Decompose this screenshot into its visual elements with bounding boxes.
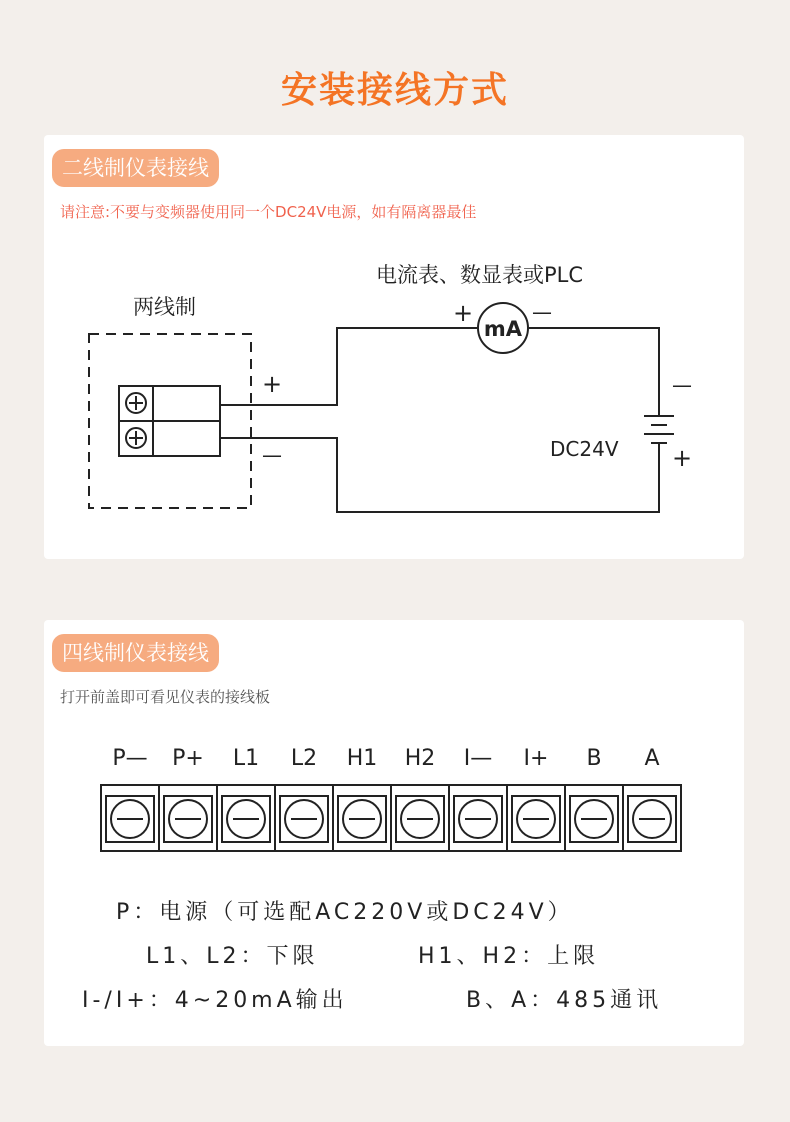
legend-rs485: B、A：485通讯 <box>466 988 663 1013</box>
terminal-label: I— <box>463 746 493 771</box>
meter-minus-label: — <box>532 300 552 324</box>
legend-current-output: I-/I+：4~20mA输出 <box>82 988 348 1013</box>
terminal-minus-label: — <box>262 443 282 467</box>
terminal-label: P+ <box>172 746 204 771</box>
wiring-loop <box>220 328 659 512</box>
supply-plus-label: + <box>671 444 693 472</box>
terminal-label: H1 <box>346 746 378 771</box>
two-wire-header: 二线制仪表接线 <box>52 149 219 187</box>
four-wire-card <box>44 620 744 1046</box>
terminal-label: I+ <box>523 746 549 771</box>
ammeter-symbol: mA <box>483 317 523 341</box>
device-label: 两线制 <box>133 295 196 319</box>
terminal-label: P— <box>112 746 148 771</box>
terminal-labels <box>112 746 659 771</box>
legend-upper-limit: H1、H2：上限 <box>418 944 600 969</box>
legend-power: P：电源（可选配AC220V或DC24V） <box>116 900 574 925</box>
terminal-label: L2 <box>290 746 318 771</box>
two-wire-note: 请注意:不要与变频器使用同一个DC24V电源，如有隔离器最佳 <box>60 203 477 221</box>
four-wire-note: 打开前盖即可看见仪表的接线板 <box>60 688 271 706</box>
legend-lower-limit: L1、L2：下限 <box>146 944 319 969</box>
plus-circle-screw-icon <box>126 428 146 448</box>
four-wire-diagram <box>44 620 744 1046</box>
supply-label: DC24V <box>550 437 619 461</box>
ammeter <box>478 303 528 353</box>
plus-circle-screw-icon <box>126 393 146 413</box>
terminal-label: B <box>586 746 602 771</box>
terminal-label: H2 <box>404 746 436 771</box>
two-wire-card <box>44 135 744 559</box>
terminal-label: L1 <box>232 746 260 771</box>
terminal-label: A <box>644 746 660 771</box>
supply-minus-label: — <box>672 373 692 397</box>
page-title: 安装接线方式 <box>280 70 509 111</box>
four-wire-header: 四线制仪表接线 <box>52 634 219 672</box>
meter-label: 电流表、数显表或PLC <box>376 263 584 287</box>
meter-plus-label: + <box>452 299 474 327</box>
dc-battery <box>644 405 674 450</box>
terminal-legend <box>82 900 662 1013</box>
terminal-plus-label: + <box>261 370 283 398</box>
two-wire-diagram <box>44 135 744 559</box>
terminal-block <box>119 386 220 456</box>
